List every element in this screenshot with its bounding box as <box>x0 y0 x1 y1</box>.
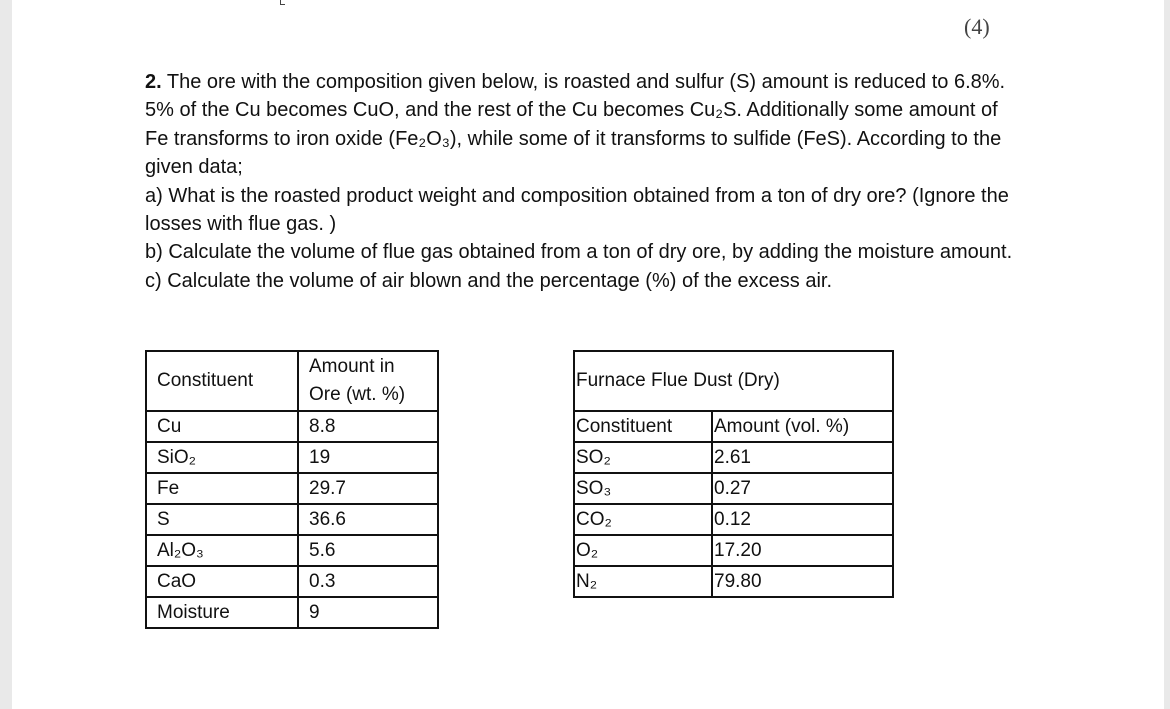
table-title: Furnace Flue Dust (Dry) <box>574 351 893 411</box>
ore-composition-table <box>145 350 439 629</box>
table-row: CaO 0.3 <box>146 566 438 597</box>
table-row: Moisture 9 <box>146 597 438 628</box>
part-c: c) Calculate the volume of air blown and the percentage (%) of the excess air. <box>145 269 833 292</box>
header-constituent: Constituent <box>574 411 712 442</box>
table-row: N₂ 79.80 <box>574 566 893 597</box>
table-row: CO₂ 0.12 <box>574 504 893 535</box>
document-page <box>12 0 1164 709</box>
bracket-mark <box>280 0 285 5</box>
marks-label: (4) <box>964 14 990 39</box>
table-row: Cu 8.8 <box>146 411 438 442</box>
table-row: O₂ 17.20 <box>574 535 893 566</box>
table-row: Fe 29.7 <box>146 473 438 504</box>
part-a: a) What is the roasted product weight and composition obtained from a ton of dry ore? (Ignore the losses with flue gas. ) <box>145 184 1009 236</box>
question-number: 2. <box>145 71 162 93</box>
header-amount: Amount (vol. %) <box>712 411 893 442</box>
table-row: SO₂ 2.61 <box>574 442 893 473</box>
table-row: S 36.6 <box>146 504 438 535</box>
table-row: Al₂O₃ 5.6 <box>146 535 438 566</box>
question-intro <box>145 68 1025 182</box>
table-title-row <box>574 351 893 411</box>
table-row: SO₃ 0.27 <box>574 473 893 504</box>
header-amount: Amount in Ore (wt. %) <box>298 351 438 411</box>
intro-text: The ore with the composition given below, is roasted and sulfur (S) amount is reduced to 6.8%. 5% of the Cu becomes CuO, and the rest of the Cu becomes Cu₂S. Additionally some amount of Fe transforms to iron oxide (Fe₂O₃), while some of it transforms to sulfide (FeS). According to the given data; <box>145 71 1006 179</box>
flue-dust-table <box>573 350 894 598</box>
part-b: b) Calculate the volume of flue gas obtained from a ton of dry ore, by adding the moisture amount. <box>145 241 1013 264</box>
table-header-row <box>146 351 438 411</box>
question-text <box>145 68 1025 295</box>
table-row: SiO₂ 19 <box>146 442 438 473</box>
header-constituent: Constituent <box>146 351 298 411</box>
table-header-row <box>574 411 893 442</box>
